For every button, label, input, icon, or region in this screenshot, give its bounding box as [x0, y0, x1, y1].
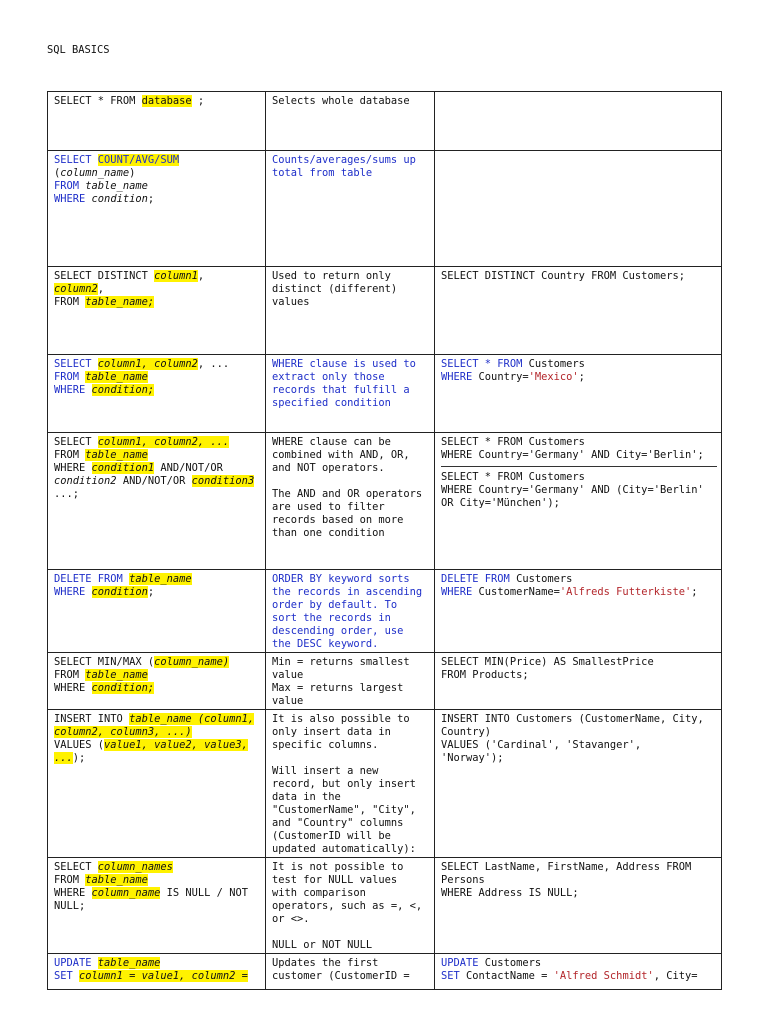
text-run: WHERE Country='Germany' AND (City='Berlin' [441, 484, 704, 496]
text-line [441, 586, 715, 599]
example-cell [435, 355, 722, 433]
text-run: (CustomerID will be [272, 830, 391, 842]
text-line [441, 874, 715, 887]
text-run: operators, such as =, <, [272, 900, 423, 912]
text-run: SELECT DISTINCT [54, 270, 155, 282]
text-run: NULL; [54, 900, 86, 912]
table-row [48, 710, 722, 858]
text-run: IS NULL / NOT [160, 887, 248, 899]
text-run: The AND and OR operators [272, 488, 423, 500]
description-cell [266, 858, 435, 954]
text-run: than one condition [272, 527, 385, 539]
text-line [441, 358, 715, 371]
text-run: ( [54, 167, 61, 179]
text-run: FROM [54, 180, 86, 192]
text-run: condition1 [91, 462, 155, 474]
text-run: Country= [478, 371, 529, 383]
description-cell [266, 954, 435, 990]
text-line [54, 384, 259, 397]
text-line [272, 384, 428, 397]
text-line [272, 957, 428, 970]
text-run: table_name [85, 371, 148, 383]
text-run: and NOT operators. [272, 462, 385, 474]
text-run: combined with AND, OR, [272, 449, 410, 461]
text-line [272, 778, 428, 791]
text-run: WHERE [54, 462, 92, 474]
table-row [48, 954, 722, 990]
text-line [54, 573, 259, 586]
text-run: table_name [85, 669, 148, 681]
text-run: data in the [272, 791, 341, 803]
text-line [441, 970, 715, 983]
text-run: extract only those [272, 371, 385, 383]
text-run: SELECT * FROM [441, 358, 529, 370]
text-run: records based on more [272, 514, 404, 526]
text-run: condition [91, 193, 148, 205]
text-run: Customers [528, 358, 585, 370]
text-line [54, 586, 259, 599]
text-line [272, 501, 428, 514]
text-run: FROM Products; [441, 669, 529, 681]
text-run: DELETE FROM [54, 573, 130, 585]
text-line [54, 669, 259, 682]
text-run: column2, column3, ...) [54, 726, 192, 738]
example-cell [435, 954, 722, 990]
syntax-cell [48, 267, 266, 355]
table-row [48, 858, 722, 954]
text-line [441, 726, 715, 739]
text-line [272, 296, 428, 309]
text-line [441, 739, 715, 752]
text-run: ORDER BY keyword sorts [272, 573, 410, 585]
text-run: ... [54, 752, 73, 764]
text-run: COUNT/AVG/SUM [97, 154, 180, 166]
syntax-cell [48, 653, 266, 710]
text-run: the DESC keyword. [272, 638, 379, 650]
text-run: "CustomerName", "City", [272, 804, 416, 816]
text-run: column1 [154, 270, 198, 282]
description-cell [266, 570, 435, 653]
example-cell [435, 570, 722, 653]
syntax-cell [48, 570, 266, 653]
text-run: are used to filter [272, 501, 385, 513]
text-run: Max = returns largest [272, 682, 404, 694]
text-line [54, 488, 259, 501]
text-run: SELECT LastName, FirstName, Address FROM [441, 861, 692, 873]
text-line [54, 957, 259, 970]
text-run: SELECT DISTINCT Country FROM Customers; [441, 270, 685, 282]
text-line [272, 167, 428, 180]
table-row [48, 267, 722, 355]
text-line [441, 449, 715, 462]
text-run: FROM [54, 874, 86, 886]
text-line [54, 682, 259, 695]
text-line [272, 752, 428, 765]
text-run: database [141, 95, 192, 107]
text-run: table_name [85, 874, 148, 886]
text-run: ; [147, 586, 155, 598]
text-line [54, 449, 259, 462]
text-run: WHERE [54, 384, 92, 396]
sql-reference-table [47, 91, 722, 990]
example-cell [435, 858, 722, 954]
text-line [54, 283, 259, 296]
text-run: , [197, 270, 205, 282]
text-line [54, 874, 259, 887]
text-run: column_names [97, 861, 173, 873]
text-line [272, 843, 428, 856]
text-line [272, 573, 428, 586]
example-cell [435, 92, 722, 151]
text-line [272, 817, 428, 830]
text-run: table_name (column1, [129, 713, 255, 725]
text-line [272, 436, 428, 449]
text-run: SELECT [54, 358, 98, 370]
text-run: Min = returns smallest [272, 656, 410, 668]
text-run: test for NULL values [272, 874, 398, 886]
text-run: ) [129, 167, 136, 179]
example-cell [435, 151, 722, 267]
text-run: table_name [97, 957, 161, 969]
description-cell [266, 267, 435, 355]
text-run: order by default. To [272, 599, 398, 611]
text-run: It is not possible to [272, 861, 404, 873]
text-line [272, 449, 428, 462]
text-line [54, 167, 259, 180]
table-row [48, 653, 722, 710]
text-line [272, 358, 428, 371]
text-run: condition [91, 586, 148, 598]
text-run: column_name) [154, 656, 230, 668]
syntax-cell [48, 92, 266, 151]
syntax-cell [48, 151, 266, 267]
text-line [54, 861, 259, 874]
text-run: WHERE Address IS NULL; [441, 887, 579, 899]
text-line [441, 887, 715, 900]
text-run: AND/NOT/OR [154, 462, 223, 474]
text-line [272, 804, 428, 817]
text-run: sort the records in [272, 612, 391, 624]
text-run: 'Norway'); [441, 752, 504, 764]
text-line [272, 874, 428, 887]
text-run: FROM [54, 669, 86, 681]
text-run: WHERE [54, 586, 92, 598]
text-run: with comparison [272, 887, 366, 899]
text-line [54, 713, 259, 726]
table-row [48, 151, 722, 267]
text-run: WHERE clause can be [272, 436, 391, 448]
text-run: , City= [653, 970, 698, 982]
text-line [54, 752, 259, 765]
text-run: Will insert a new [272, 765, 379, 777]
text-run: Country) [441, 726, 492, 738]
text-run: 'Alfreds Futterkiste' [559, 586, 692, 598]
text-run: column_name [60, 167, 130, 179]
table-row [48, 355, 722, 433]
text-line [272, 939, 428, 952]
example-cell [435, 433, 722, 570]
text-run: 'Alfred Schmidt' [553, 970, 654, 982]
text-run: the records in ascending [272, 586, 423, 598]
text-line [272, 695, 428, 708]
text-line [272, 397, 428, 410]
text-run: records that fulfill a [272, 384, 410, 396]
text-run: UPDATE [441, 957, 485, 969]
text-run: and "Country" columns [272, 817, 404, 829]
text-run: value1, value2, value3, [104, 739, 248, 751]
example-cell [435, 653, 722, 710]
text-run: ; [578, 371, 585, 383]
text-line [441, 270, 715, 283]
text-line [272, 830, 428, 843]
description-cell [266, 433, 435, 570]
text-run: condition; [91, 384, 155, 396]
text-run: INSERT INTO Customers (CustomerName, City, [441, 713, 704, 725]
description-cell [266, 151, 435, 267]
text-line [441, 573, 715, 586]
text-line [441, 436, 715, 449]
text-run: Used to return only [272, 270, 391, 282]
text-run: table_name [85, 180, 148, 192]
text-line [272, 638, 428, 651]
table-row [48, 433, 722, 570]
text-line [272, 669, 428, 682]
text-run: WHERE [54, 682, 92, 694]
text-run: specific columns. [272, 739, 379, 751]
text-run: ); [72, 752, 86, 764]
example-cell [435, 267, 722, 355]
text-run: SELECT * FROM [54, 95, 142, 107]
text-line [54, 726, 259, 739]
document-title: SQL BASICS [47, 44, 110, 56]
text-run: table_name; [85, 296, 155, 308]
text-run: distinct (different) [272, 283, 398, 295]
text-line [54, 462, 259, 475]
text-line [441, 861, 715, 874]
text-line [272, 713, 428, 726]
text-run: SELECT [54, 861, 98, 873]
syntax-cell [48, 355, 266, 433]
text-line [441, 669, 715, 682]
text-line [272, 462, 428, 475]
text-run: SELECT MIN(Price) AS SmallestPrice [441, 656, 654, 668]
text-line [54, 270, 259, 283]
text-run: condition2 [54, 475, 117, 487]
text-line [272, 599, 428, 612]
text-run: 'Mexico' [528, 371, 579, 383]
text-line [272, 861, 428, 874]
text-run: SELECT [54, 154, 98, 166]
text-run: Updates the first [272, 957, 379, 969]
table-row [48, 570, 722, 653]
text-run: or <>. [272, 913, 310, 925]
description-cell [266, 355, 435, 433]
text-run: column_name [91, 887, 161, 899]
description-cell [266, 92, 435, 151]
text-run: value [272, 695, 304, 707]
text-line [272, 488, 428, 501]
text-run: column2 [54, 283, 98, 295]
text-run: condition3 [191, 475, 255, 487]
text-run: NULL or NOT NULL [272, 939, 373, 951]
text-run: CustomerName= [478, 586, 560, 598]
text-run: , ... [197, 358, 230, 370]
syntax-cell [48, 858, 266, 954]
text-run: values [272, 296, 310, 308]
text-run: condition; [91, 682, 155, 694]
text-line [272, 887, 428, 900]
text-run: , [97, 283, 105, 295]
text-line [54, 371, 259, 384]
text-run: Customers [516, 573, 573, 585]
text-run: Persons [441, 874, 485, 886]
text-run: FROM [54, 449, 86, 461]
text-run: ...; [54, 488, 80, 500]
text-line [441, 484, 715, 497]
text-line [54, 95, 259, 108]
text-line [272, 283, 428, 296]
text-run: AND/NOT/OR [116, 475, 192, 487]
text-run: specified condition [272, 397, 391, 409]
text-line [54, 739, 259, 752]
text-run: INSERT INTO [54, 713, 130, 725]
text-run: Selects whole database [272, 95, 410, 107]
text-line [441, 957, 715, 970]
text-run: SELECT * FROM Customers [441, 471, 585, 483]
text-line [54, 154, 259, 167]
text-line [272, 656, 428, 669]
text-run: updated automatically): [272, 843, 416, 855]
text-run: DELETE FROM [441, 573, 517, 585]
text-run: SET [441, 970, 467, 982]
text-line [272, 625, 428, 638]
text-line [272, 270, 428, 283]
table-row [48, 92, 722, 151]
text-line [272, 475, 428, 488]
text-run: ; [147, 193, 155, 205]
text-run: SET [54, 970, 80, 982]
text-line [272, 739, 428, 752]
text-run: total from table [272, 167, 373, 179]
text-line [441, 497, 715, 510]
text-line [54, 887, 259, 900]
text-line [54, 970, 259, 983]
text-line [272, 95, 428, 108]
text-line [54, 656, 259, 669]
text-line [441, 752, 715, 765]
description-cell [266, 710, 435, 858]
text-line [54, 900, 259, 913]
text-run: table_name [85, 449, 148, 461]
text-line [272, 527, 428, 540]
text-line [441, 713, 715, 726]
text-run: WHERE clause is used to [272, 358, 416, 370]
text-run: WHERE [441, 371, 479, 383]
text-run: It is also possible to [272, 713, 410, 725]
text-run: column1, column2, ... [97, 436, 230, 448]
text-run: column1, column2 [97, 358, 198, 370]
text-line [272, 970, 428, 983]
example-cell [435, 710, 722, 858]
text-line [272, 926, 428, 939]
text-run: ; [691, 586, 698, 598]
text-line [272, 900, 428, 913]
text-run: ; [191, 95, 205, 107]
syntax-cell [48, 710, 266, 858]
text-run: WHERE [54, 887, 92, 899]
text-line [441, 471, 715, 484]
example-separator [441, 466, 717, 467]
text-run: VALUES ( [54, 739, 105, 751]
text-line [272, 765, 428, 778]
text-line [54, 358, 259, 371]
text-line [272, 371, 428, 384]
text-run: customer (CustomerID = [272, 970, 410, 982]
text-run: column1 = value1, column2 = [79, 970, 248, 982]
text-line [272, 154, 428, 167]
text-line [54, 180, 259, 193]
text-run: SELECT MIN/MAX ( [54, 656, 155, 668]
text-line [272, 612, 428, 625]
text-line [272, 913, 428, 926]
text-line [54, 475, 259, 488]
syntax-cell [48, 433, 266, 570]
text-run: Customers [484, 957, 542, 969]
text-line [272, 791, 428, 804]
text-run: VALUES ('Cardinal', 'Stavanger', [441, 739, 642, 751]
text-run: record, but only insert [272, 778, 416, 790]
syntax-cell [48, 954, 266, 990]
text-line [272, 726, 428, 739]
text-run: table_name [129, 573, 192, 585]
text-run: ContactName = [466, 970, 554, 982]
text-line [272, 682, 428, 695]
text-run: only insert data in [272, 726, 391, 738]
text-run: descending order, use [272, 625, 404, 637]
text-run: OR City='München'); [441, 497, 560, 509]
text-line [54, 436, 259, 449]
text-run: UPDATE [54, 957, 98, 969]
text-run: WHERE [54, 193, 92, 205]
text-run: WHERE Country='Germany' AND City='Berlin'; [441, 449, 704, 461]
description-cell [266, 653, 435, 710]
text-run: SELECT * FROM Customers [441, 436, 585, 448]
text-line [272, 514, 428, 527]
text-line [54, 296, 259, 309]
text-run: value [272, 669, 304, 681]
text-line [441, 656, 715, 669]
text-run: FROM [54, 371, 86, 383]
text-line [272, 586, 428, 599]
text-line [441, 371, 715, 384]
text-run: Counts/averages/sums up [272, 154, 416, 166]
text-run: SELECT [54, 436, 98, 448]
text-line [54, 193, 259, 206]
text-run: FROM [54, 296, 86, 308]
text-run: WHERE [441, 586, 479, 598]
